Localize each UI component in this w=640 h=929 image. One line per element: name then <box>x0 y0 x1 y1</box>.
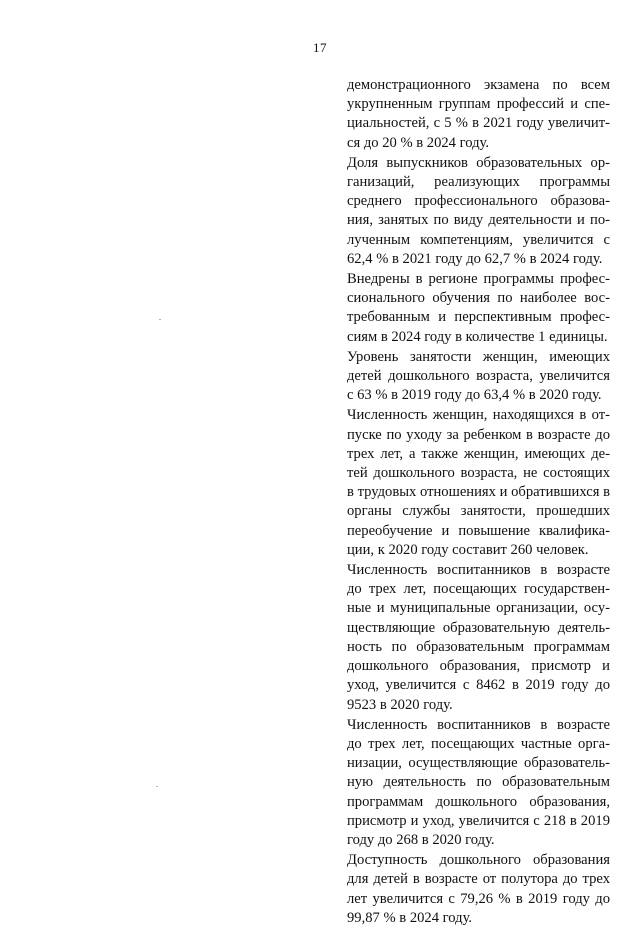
scan-speck <box>156 786 158 787</box>
paragraph: Доступность дошкольного образования для детей в возрасте от полутора до трех лет увеличится с 79,26 % в 2019 году до 99,87 % в 2024 году. <box>347 852 610 926</box>
paragraph: Численность воспитанников в возрасте до трех лет, посещающих частные организации, осуществляющие образовательную деятельность по образовательным программам дошкольного образования, присмотр и уход, увеличится с 218 в 2019 году до 268 в 2020 году. <box>347 716 610 848</box>
scan-speck <box>159 319 161 320</box>
paragraph: Внедрены в регионе программы профессионального обучения по наиболее востребованным и перспективным профессиям в 2024 году в количестве 1 единицы. <box>347 271 610 345</box>
paragraph: Численность воспитанников в возрасте до трех лет, посещающих государственные и муниципальные организации, осуществляющие образовательную деятельность по образовательным программам дошкольного образования, присмотр и уход, увеличится с 8462 в 2019 году до 9523 в 2020 году. <box>347 562 610 713</box>
paragraph: Доля выпускников образовательных организаций, реализующих программы среднего профессионального образования, занятых по виду деятельности и полученным компетенциям, увеличится с 62,4 % в 2021 году до 62,7 % в 2024 году. <box>347 154 610 267</box>
paragraph: Уровень занятости женщин, имеющих детей дошкольного возраста, увеличится с 63 % в 2019 году до 63,4 % в 2020 году. <box>347 348 610 404</box>
paragraph: Численность женщин, находящихся в отпуске по уходу за ребенком в возрасте до трех лет, а также женщин, имеющих детей дошкольного возраста, не состоящих в трудовых отношениях и обратившихся в органы службы занятости, прошедших переобучение и повышение квалификации, к 2020 году составит 260 человек. <box>347 407 610 558</box>
paragraph: демонстрационного экзамена по всем укрупненным группам профессий и специальностей, с 5 % в 2021 году увеличится до 20 % в 2024 году. <box>347 77 610 151</box>
body-text <box>347 76 610 929</box>
page-number: 17 <box>313 40 327 55</box>
